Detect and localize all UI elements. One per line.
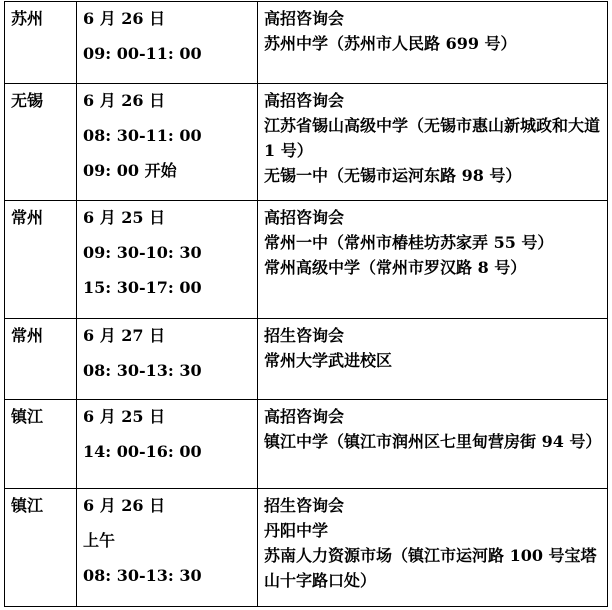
time-text: 08: 30-13: 30 — [83, 566, 202, 585]
event-venue: 常州大学武进校区 — [264, 351, 393, 370]
time-text: 09: 30-10: 30 — [83, 243, 202, 262]
event-title: 招生咨询会 — [264, 496, 345, 515]
city-cell: 镇江 — [5, 400, 77, 489]
event-venue: 苏州中学（苏州市人民路 699 号） — [264, 34, 517, 53]
time-cell — [77, 400, 258, 489]
event-cell — [258, 2, 608, 84]
date-text: 6 月 26 日 — [83, 496, 166, 515]
time-cell — [77, 201, 258, 319]
time-cell — [77, 319, 258, 400]
date-text: 6 月 26 日 — [83, 9, 166, 28]
event-title: 高招咨询会 — [264, 91, 345, 110]
city-cell: 无锡 — [5, 84, 77, 201]
event-venue: 常州高级中学（常州市罗汉路 8 号） — [264, 258, 527, 277]
event-title: 招生咨询会 — [264, 326, 345, 345]
event-title: 高招咨询会 — [264, 9, 345, 28]
event-venue: 苏南人力资源市场（镇江市运河路 100 号宝塔山十字路口处） — [264, 546, 597, 590]
schedule-table — [4, 1, 608, 607]
city-cell: 常州 — [5, 201, 77, 319]
table-row — [5, 84, 608, 201]
time-text: 09: 00 开始 — [83, 161, 177, 180]
event-venue: 无锡一中（无锡市运河东路 98 号） — [264, 166, 522, 185]
city-cell: 镇江 — [5, 489, 77, 607]
event-venue: 丹阳中学 — [264, 521, 329, 540]
event-venue: 镇江中学（镇江市润州区七里甸营房街 94 号） — [264, 432, 602, 451]
table-row — [5, 319, 608, 400]
event-venue: 常州一中（常州市椿桂坊苏家弄 55 号） — [264, 233, 554, 252]
time-text: 上午 — [83, 531, 116, 550]
event-cell — [258, 489, 608, 607]
table-row — [5, 400, 608, 489]
date-text: 6 月 25 日 — [83, 407, 166, 426]
time-text: 15: 30-17: 00 — [83, 278, 202, 297]
time-text: 08: 30-11: 00 — [83, 126, 202, 145]
event-cell — [258, 84, 608, 201]
event-cell — [258, 201, 608, 319]
time-text: 08: 30-13: 30 — [83, 361, 202, 380]
event-cell — [258, 319, 608, 400]
time-text: 09: 00-11: 00 — [83, 44, 202, 63]
time-cell — [77, 489, 258, 607]
event-title: 高招咨询会 — [264, 208, 345, 227]
table-row — [5, 201, 608, 319]
event-title: 高招咨询会 — [264, 407, 345, 426]
time-text: 14: 00-16: 00 — [83, 442, 202, 461]
city-cell: 常州 — [5, 319, 77, 400]
date-text: 6 月 25 日 — [83, 208, 166, 227]
table-row — [5, 489, 608, 607]
time-cell — [77, 84, 258, 201]
table-row — [5, 2, 608, 84]
event-cell — [258, 400, 608, 489]
date-text: 6 月 27 日 — [83, 326, 166, 345]
time-cell — [77, 2, 258, 84]
city-cell: 苏州 — [5, 2, 77, 84]
event-venue: 江苏省锡山高级中学（无锡市惠山新城政和大道 1 号） — [264, 116, 601, 160]
date-text: 6 月 26 日 — [83, 91, 166, 110]
